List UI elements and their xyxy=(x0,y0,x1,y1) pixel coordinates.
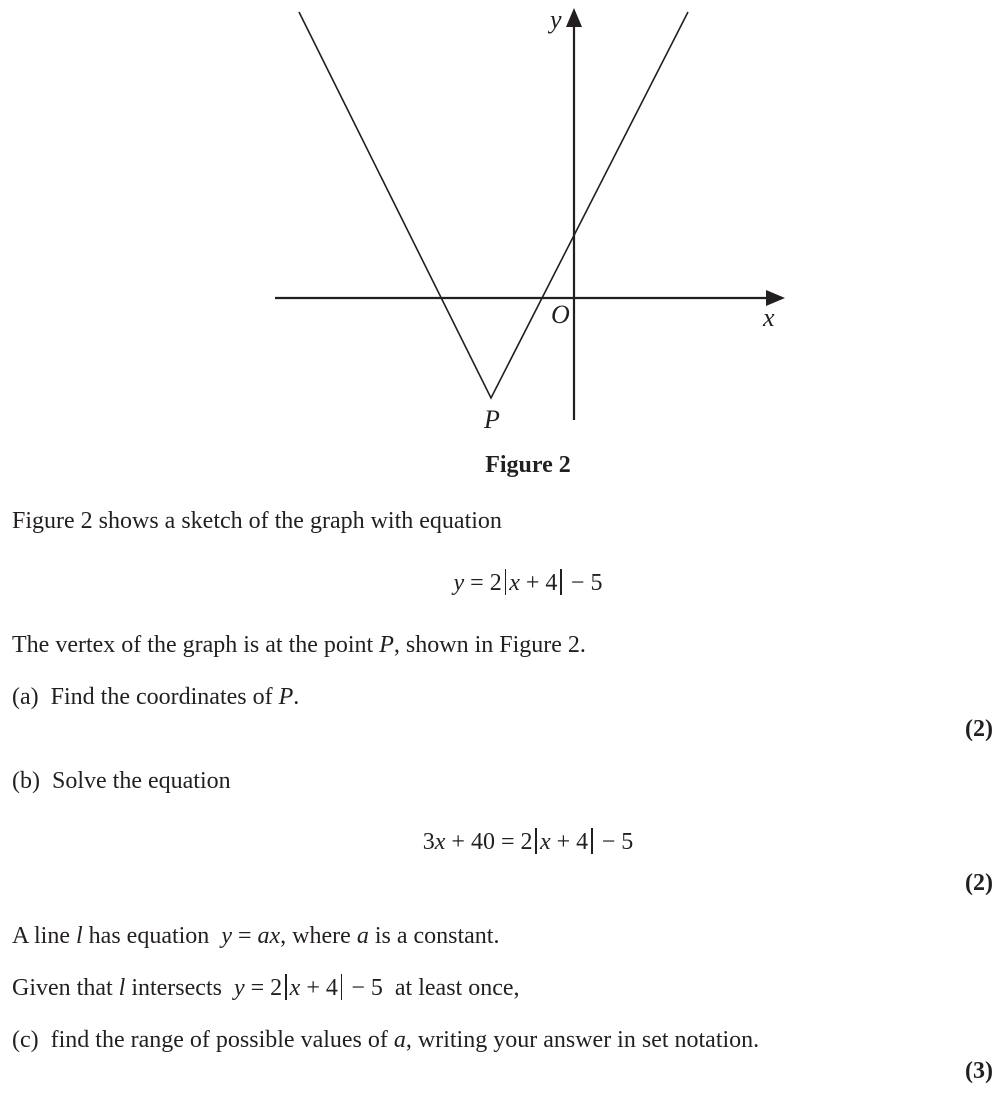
vertex-sentence: The vertex of the graph is at the point P, shown in Figure 2. xyxy=(12,632,586,658)
eq-abs-inner: x + 4 xyxy=(509,570,558,596)
graph-curve xyxy=(299,12,688,398)
part-c-marks: (3) xyxy=(965,1058,993,1084)
abs-bar-right xyxy=(591,828,593,854)
eq-abs-inner: x + 4 xyxy=(539,829,589,855)
y-axis-label: y xyxy=(550,5,562,34)
part-b-label: (b) xyxy=(12,768,40,794)
line-info: A line l has equation y = ax, where a is a constant. xyxy=(12,923,500,949)
y-axis-arrow-icon xyxy=(566,8,582,27)
eq-part: = 2 xyxy=(464,570,502,596)
part-a-marks: (2) xyxy=(965,716,993,742)
part-c: (c) find the range of possible values of a, writing your answer in set notation. xyxy=(12,1027,760,1053)
given-line: Given that l intersects y = 2 x + 4 − 5 at least once, xyxy=(12,975,520,1001)
figure-caption: Figure 2 xyxy=(485,452,571,478)
eq-abs-inner: x + 4 xyxy=(289,975,338,1001)
origin-label: O xyxy=(551,300,570,329)
eq-part: − 5 xyxy=(564,570,603,596)
part-a-label: (a) xyxy=(12,684,39,710)
abs-bar-left xyxy=(285,974,287,1000)
abs-bar-right xyxy=(560,569,562,595)
abs-bar-left xyxy=(505,569,507,595)
figure-2-graph xyxy=(0,0,1000,450)
x-axis-label: x xyxy=(763,303,775,332)
part-b-equation: 3x + 40 = 2 x + 4 − 5 xyxy=(422,829,634,855)
abs-bar-right xyxy=(341,974,343,1000)
part-c-label: (c) xyxy=(12,1027,39,1053)
intro-equation xyxy=(0,568,1000,598)
intro-text: Figure 2 shows a sketch of the graph with equation xyxy=(12,508,502,534)
part-b: (b) Solve the equation xyxy=(12,768,231,794)
abs-bar-left xyxy=(535,828,537,854)
eq-var-y: y xyxy=(453,570,465,596)
vertex-label: P xyxy=(484,405,500,434)
part-b-marks: (2) xyxy=(965,870,993,896)
part-a: (a) Find the coordinates of P. xyxy=(12,684,300,710)
